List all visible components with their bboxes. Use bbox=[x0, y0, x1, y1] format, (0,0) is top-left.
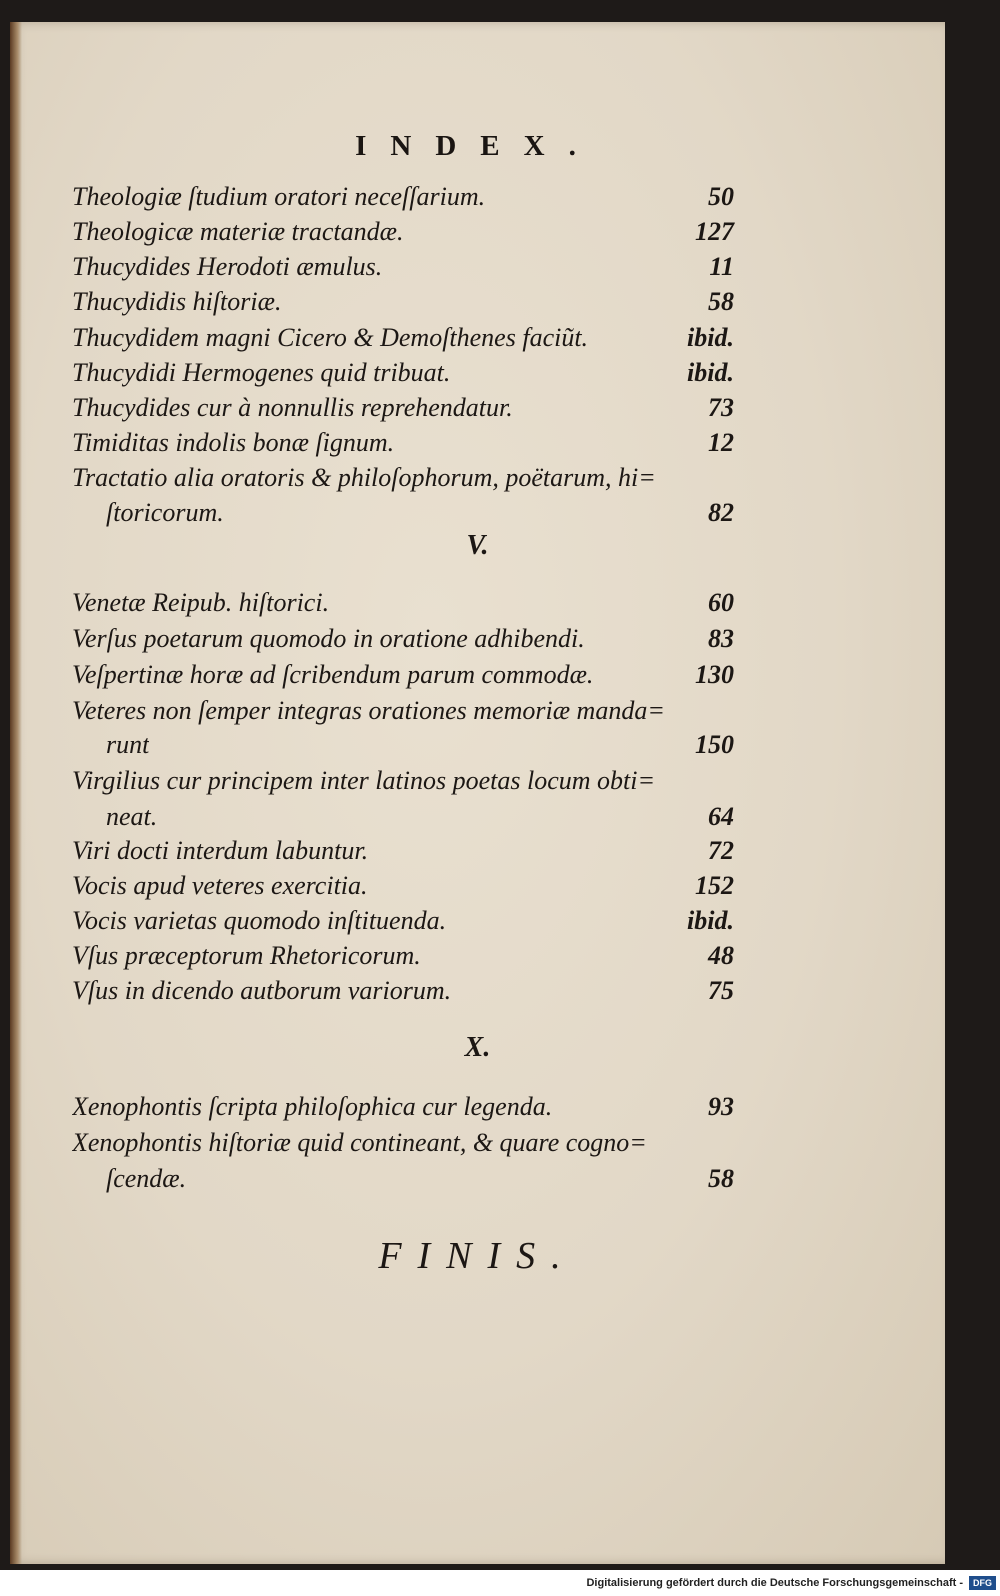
funding-credit: Digitalisierung gefördert durch die Deutsche Forschungsgemeinschaft - bbox=[586, 1577, 963, 1589]
book-page bbox=[10, 22, 945, 1564]
index-entry: Timiditas indolis bonæ ſignum. 12 bbox=[72, 428, 734, 457]
index-entry: Xenophontis hiſtoriæ quid contineant, & quare cogno= bbox=[72, 1128, 647, 1157]
index-entry: Vocis apud veteres exercitia. 152 bbox=[72, 871, 734, 900]
section-heading-x: X. bbox=[464, 1032, 491, 1063]
index-entry: Tractatio alia oratoris & philoſophorum, poëtarum, hi= bbox=[72, 463, 656, 492]
section-heading-v: V. bbox=[466, 530, 489, 561]
page-header: INDEX. bbox=[355, 130, 600, 162]
index-entry: Veſpertinæ horæ ad ſcribendum parum commodæ. 130 bbox=[72, 660, 734, 689]
index-entry: Veteres non ſemper integras orationes memoriæ manda= bbox=[72, 696, 665, 725]
index-entry: Thucydides cur à nonnullis reprehendatur. 73 bbox=[72, 393, 734, 422]
index-entry-continuation: runt 150 bbox=[106, 730, 734, 759]
index-entry: Thucydidem magni Cicero & Demoſthenes faciũt. ibid. bbox=[72, 323, 734, 352]
finis-text: FINIS. bbox=[378, 1235, 577, 1277]
index-entry: Vocis varietas quomodo inſtituenda. ibid. bbox=[72, 906, 734, 935]
index-entry: Verſus poetarum quomodo in oratione adhibendi. 83 bbox=[72, 624, 734, 653]
index-entry: Venetæ Reipub. hiſtorici. 60 bbox=[72, 588, 734, 617]
index-entry-continuation: ſtoricorum. 82 bbox=[106, 498, 734, 527]
index-entry: Thucydides Herodoti æmulus. 11 bbox=[72, 252, 734, 281]
dfg-logo: DFG bbox=[969, 1576, 996, 1590]
index-entry-continuation: ſcendæ. 58 bbox=[106, 1164, 734, 1193]
index-entry: Vſus in dicendo autborum variorum. 75 bbox=[72, 976, 734, 1005]
index-entry: Virgilius cur principem inter latinos poetas locum obti= bbox=[72, 766, 656, 795]
index-entry: Theologicæ materiæ tractandæ. 127 bbox=[72, 217, 734, 246]
index-entry: Viri docti interdum labuntur. 72 bbox=[72, 836, 734, 865]
index-entry: Thucydidi Hermogenes quid tribuat. ibid. bbox=[72, 358, 734, 387]
index-entry: Thucydidis hiſtoriæ. 58 bbox=[72, 287, 734, 316]
page-gutter bbox=[10, 22, 22, 1564]
index-entry: Vſus præceptorum Rhetoricorum. 48 bbox=[72, 941, 734, 970]
index-entry-continuation: neat. 64 bbox=[106, 802, 734, 831]
index-entry: Xenophontis ſcripta philoſophica cur legenda. 93 bbox=[72, 1092, 734, 1121]
digitization-footer bbox=[0, 1570, 1000, 1596]
index-entry: Theologiæ ſtudium oratori neceſſarium. 50 bbox=[72, 182, 734, 211]
